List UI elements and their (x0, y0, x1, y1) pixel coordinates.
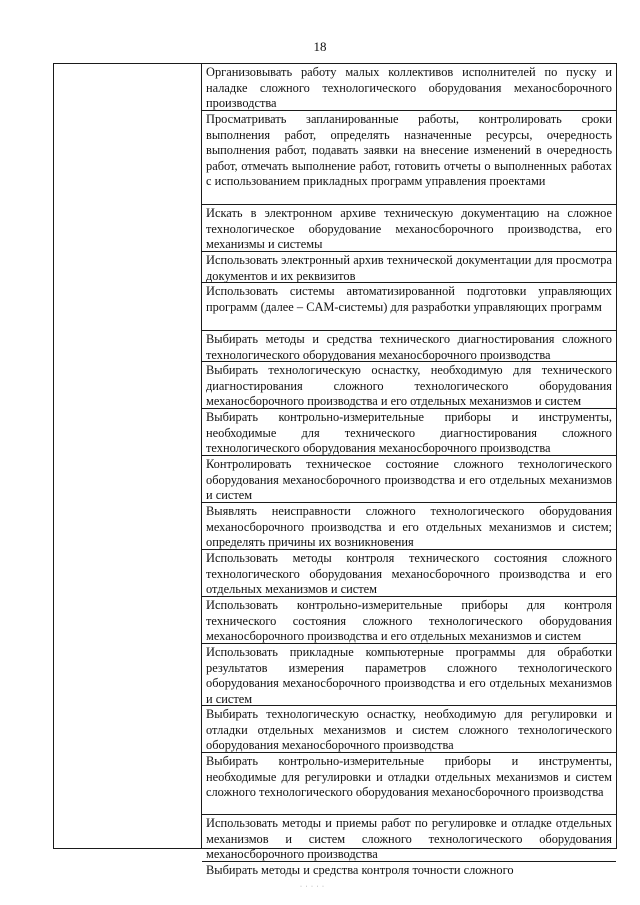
table-cell-skill: Использовать прикладные компьютерные программы для обработки результатов измерения параметров сложного технологического оборудования механосборочного производства и его отдельных механизмов и систем (202, 644, 616, 706)
scan-artifact: · · · · · (300, 884, 325, 890)
table-cell-skill: Выявлять неисправности сложного технологического оборудования механосборочного производства и его отдельных механизмов и систем; определять причины их возникновения (202, 503, 616, 550)
table-cell-skill: Использовать электронный архив технической документации для просмотра документов и их реквизитов (202, 252, 616, 283)
table-left-column (54, 64, 202, 848)
table-cell-skill: Просматривать запланированные работы, контролировать сроки выполнения работ, определять назначенные ресурсы, очередность выполнения работ, подавать заявки на внесение изменений в очередность работ, отмечать выполнение работ, готовить отчеты о выполненных работах с использованием прикладных программ управления проектами (202, 111, 616, 205)
table-cell-skill: Организовывать работу малых коллективов исполнителей по пуску и наладке сложного технологического оборудования механосборочного производства (202, 64, 616, 111)
table-cell-skill: Искать в электронном архиве техническую документацию на сложное технологическое оборудование механосборочного производства, его механизмы и системы (202, 205, 616, 252)
table-right-column (202, 64, 616, 877)
table-cell-skill: Контролировать техническое состояние сложного технологического оборудования механосборочного производства и его отдельных механизмов и систем (202, 456, 616, 503)
table-cell-skill: Использовать методы и приемы работ по регулировке и отладке отдельных механизмов и систем сложного технологического оборудования механосборочного производства (202, 815, 616, 862)
table-cell-skill: Использовать контрольно-измерительные приборы для контроля технического состояния сложного технологического оборудования механосборочного производства и его отдельных механизмов и систем (202, 597, 616, 644)
table-cell-skill: Выбирать контрольно-измерительные приборы и инструменты, необходимые для технического диагностирования сложного технологического оборудования механосборочного производства (202, 409, 616, 456)
page-number: 18 (313, 39, 327, 54)
table-cell-skill: Выбирать методы и средства контроля точности сложного (206, 863, 514, 877)
table-cell-skill: Выбирать технологическую оснастку, необходимую для регулировки и отладки отдельных механизмов и систем сложного технологического оборудования механосборочного производства (202, 706, 616, 753)
table-cell-skill: Выбирать методы и средства технического диагностирования сложного технологического оборудования механосборочного производства (202, 331, 616, 362)
skills-table (53, 63, 617, 877)
table-cell-skill: Выбирать контрольно-измерительные приборы и инструменты, необходимые для регулировки и отладки отдельных механизмов и систем сложного технологического оборудования механосборочного производства (202, 753, 616, 815)
table-cell-skill: Выбирать технологическую оснастку, необходимую для технического диагностирования сложного технологического оборудования механосборочного производства и его отдельных механизмов и систем (202, 362, 616, 409)
table-cell-skill: Использовать методы контроля технического состояния сложного технологического оборудования механосборочного производства и его отдельных механизмов и систем (202, 550, 616, 597)
table-cell-skill: Использовать системы автоматизированной подготовки управляющих программ (далее – CAM-системы) для разработки управляющих программ (202, 283, 616, 331)
